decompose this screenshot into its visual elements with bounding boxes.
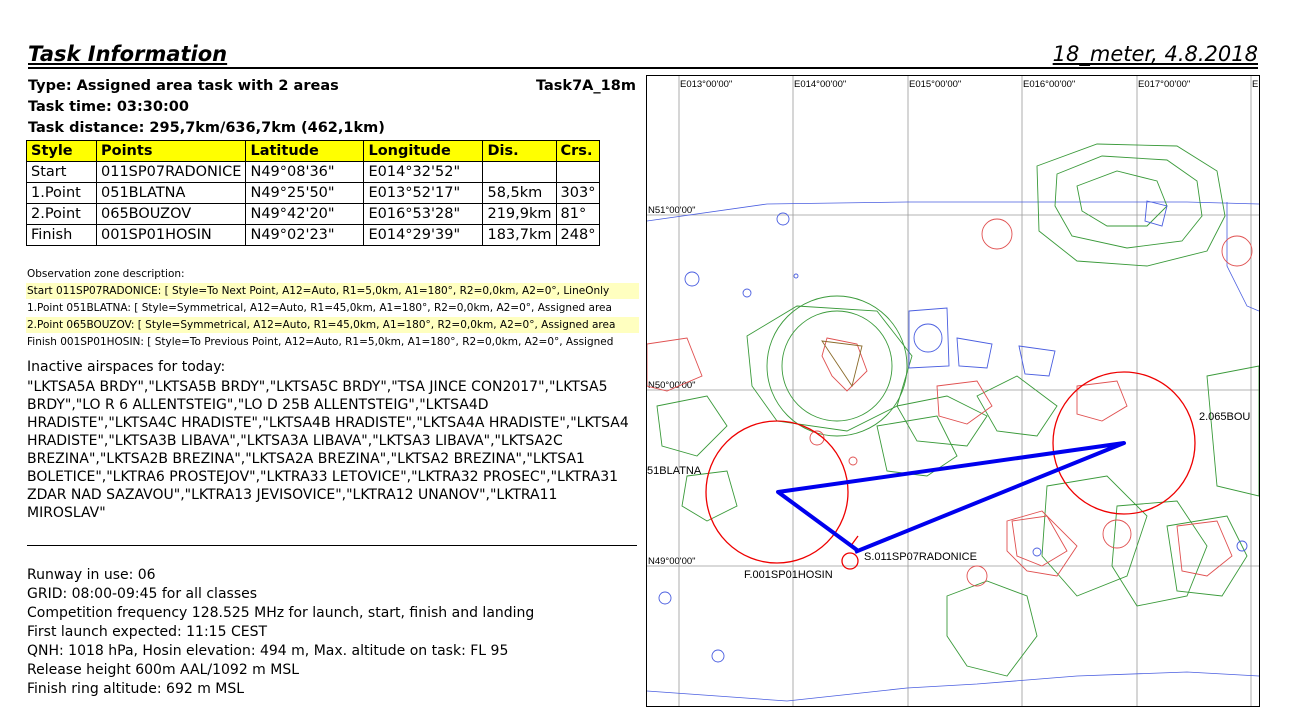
first-launch-info: First launch expected: 11:15 CEST [27,624,268,640]
column-header-style: Style [27,141,97,162]
airspace-polygon [1012,516,1067,566]
map-graticule [647,76,1259,706]
qnh-info: QNH: 1018 hPa, Hosin elevation: 494 m, Max. altitude on task: FL 95 [27,643,509,659]
observation-line-point1: 1.Point 051BLATNA: [ Style=Symmetrical, A12=Auto, R1=45,0km, A1=180°, R2=0,0km, A2=0°, Assigned area [27,302,612,314]
label-finish: F.001SP01HOSIN [744,569,833,581]
cell-longitude: E013°52'17" [364,183,483,204]
cell-style: 1.Point [27,183,97,204]
airspace-circle [914,324,942,352]
border-line [647,672,1259,701]
cell-latitude: N49°42'20" [246,204,364,225]
airspace-circle [849,457,857,465]
airspace-outline [977,376,1057,436]
map-point-labels [647,411,1250,581]
border-line [647,202,1259,221]
table-row [27,183,600,204]
table-header-row [27,141,600,162]
border-line [1227,202,1259,311]
briefing-info [27,566,534,699]
release-height-info: Release height 600m AAL/1092 m MSL [27,662,300,678]
airspace-triangle [822,341,862,386]
cell-style: Start [27,162,97,183]
map-grid-labels [648,79,1258,567]
lon-label: E016°00'00" [1023,79,1076,90]
cell-point: 051BLATNA [97,183,246,204]
page-subtitle: 18_meter, 4.8.2018 [1052,42,1258,66]
airspace-circle [743,289,751,297]
airspace-outline [657,396,727,456]
cell-point: 065BOUZOV [97,204,246,225]
column-header-course: Crs. [556,141,600,162]
cell-course [556,162,600,183]
table-row [27,225,600,246]
cell-point: 011SP07RADONICE [97,162,246,183]
task-zones [706,372,1195,569]
cell-longitude: E014°32'52" [364,162,483,183]
airspace-polygon [909,308,949,368]
cell-style: Finish [27,225,97,246]
map-border-lines [647,202,1259,701]
table-row [27,162,600,183]
cell-distance: 183,7km [483,225,556,246]
lon-label: E013°00'00" [680,79,733,90]
task-name: Task7A_18m [536,78,636,94]
points-table [26,140,600,246]
task-map-svg [647,76,1259,706]
lon-label: E014°00'00" [794,79,847,90]
airspace-outline [947,581,1037,676]
lat-label: N50°00'00" [648,380,696,391]
map-red-airspaces [647,219,1252,586]
cell-course: 303° [556,183,600,204]
airspace-circle [1222,236,1252,266]
lon-label: E [1252,79,1259,90]
cell-longitude: E014°29'39" [364,225,483,246]
task-time: Task time: 03:30:00 [28,99,189,115]
observation-line-start: Start 011SP07RADONICE: [ Style=To Next Point, A12=Auto, R1=5,0km, A1=180°, R2=0,0km, A2=0°, LineOnly [26,283,639,299]
task-distance: Task distance: 295,7km/636,7km (462,1km) [28,120,385,136]
task-map [646,75,1260,707]
airspace-outline [1167,516,1247,596]
cell-style: 2.Point [27,204,97,225]
airspace-circle [967,566,987,586]
label-bouzov: 2.065BOU [1199,411,1251,423]
airspace-circle [767,296,907,436]
airspace-polygon [1145,201,1167,226]
cell-latitude: N49°08'36" [246,162,364,183]
title-divider [28,67,1258,69]
grid-info: GRID: 08:00-09:45 for all classes [27,586,258,602]
airspace-polygon [957,338,992,368]
task-course-line [778,443,1124,552]
inactive-airspaces-title: Inactive airspaces for today: [27,359,226,375]
observation-zone-title: Observation zone description: [27,268,185,280]
column-header-distance: Dis. [483,141,556,162]
airspace-circle [712,650,724,662]
lon-label: E017°00'00" [1138,79,1191,90]
cell-longitude: E016°53'28" [364,204,483,225]
section-divider [27,545,637,546]
cell-course: 81° [556,204,600,225]
airspace-circle [782,311,892,421]
airspace-circle [1033,548,1041,556]
frequency-info: Competition frequency 128.525 MHz for launch, start, finish and landing [27,605,535,621]
cell-latitude: N49°25'50" [246,183,364,204]
airspace-polygon [1177,521,1232,576]
label-blatna: 51BLATNA [647,465,702,477]
airspace-outline [1077,171,1167,226]
table-row [27,204,600,225]
cell-point: 001SP01HOSIN [97,225,246,246]
column-header-longitude: Longitude [364,141,483,162]
airspace-circle [1103,520,1131,548]
runway-info: Runway in use: 06 [27,567,156,583]
airspace-polygon [1077,381,1127,421]
page-title: Task Information [28,42,228,66]
cell-latitude: N49°02'23" [246,225,364,246]
zone-finish [842,553,858,569]
lat-label: N51°00'00" [648,205,696,216]
column-header-latitude: Latitude [246,141,364,162]
inactive-airspaces-list: "LKTSA5A BRDY","LKTSA5B BRDY","LKTSA5C BRDY","TSA JINCE CON2017","LKTSA5 BRDY","LO R 6 ALLENTSTEIG","LO D 25B ALLENTSTEIG","LKTSA4D HRADISTE","LKTSA4C HRADISTE","LKTSA4B HRADISTE","LKTSA4A HRADISTE","LKTSA4 HRADISTE","LKTSA3B LIBAVA","LKTSA3A LIBAVA","LKTSA3 LIBAVA","LKTSA2C BREZINA","LKTSA2B BREZINA","LKTSA2A BREZINA","LKTSA2 BREZINA","LKTSA1 BOLETICE","LKTRA6 PROSTEJOV","LKTRA33 LETOVICE","LKTRA32 PROSEC","LKTRA31 ZDAR NAD SAZAVOU","LKTRA13 JEVISOVICE","LKTRA12 UNANOV","LKTRA11 MIROSLAV" [27,379,629,521]
cell-course: 248° [556,225,600,246]
airspace-circle [659,592,671,604]
column-header-points: Points [97,141,246,162]
cell-distance: 58,5km [483,183,556,204]
airspace-circle [794,274,798,278]
observation-line-point2: 2.Point 065BOUZOV: [ Style=Symmetrical, A12=Auto, R1=45,0km, A1=180°, R2=0,0km, A2=0°, Assigned area [26,317,639,333]
finish-ring-info: Finish ring altitude: 692 m MSL [27,681,245,697]
lat-label: N49°00'00" [648,556,696,567]
lon-label: E015°00'00" [909,79,962,90]
airspace-polygon [937,381,992,424]
task-type: Type: Assigned area task with 2 areas [28,78,339,94]
airspace-outline [747,306,912,431]
airspace-outline [897,396,987,446]
airspace-circle [685,272,699,286]
label-start: S.011SP07RADONICE [864,551,977,563]
airspace-polygon [1019,346,1055,376]
cell-distance [483,162,556,183]
map-blue-airspaces [659,201,1247,662]
map-green-airspaces [657,144,1259,676]
cell-distance: 219,9km [483,204,556,225]
observation-line-finish: Finish 001SP01HOSIN: [ Style=To Previous Point, A12=Auto, R1=5,0km, A1=180°, R2=0,0km, A2=0°, Assigned [27,336,614,348]
airspace-outline [1112,501,1207,606]
airspace-circle [982,219,1012,249]
